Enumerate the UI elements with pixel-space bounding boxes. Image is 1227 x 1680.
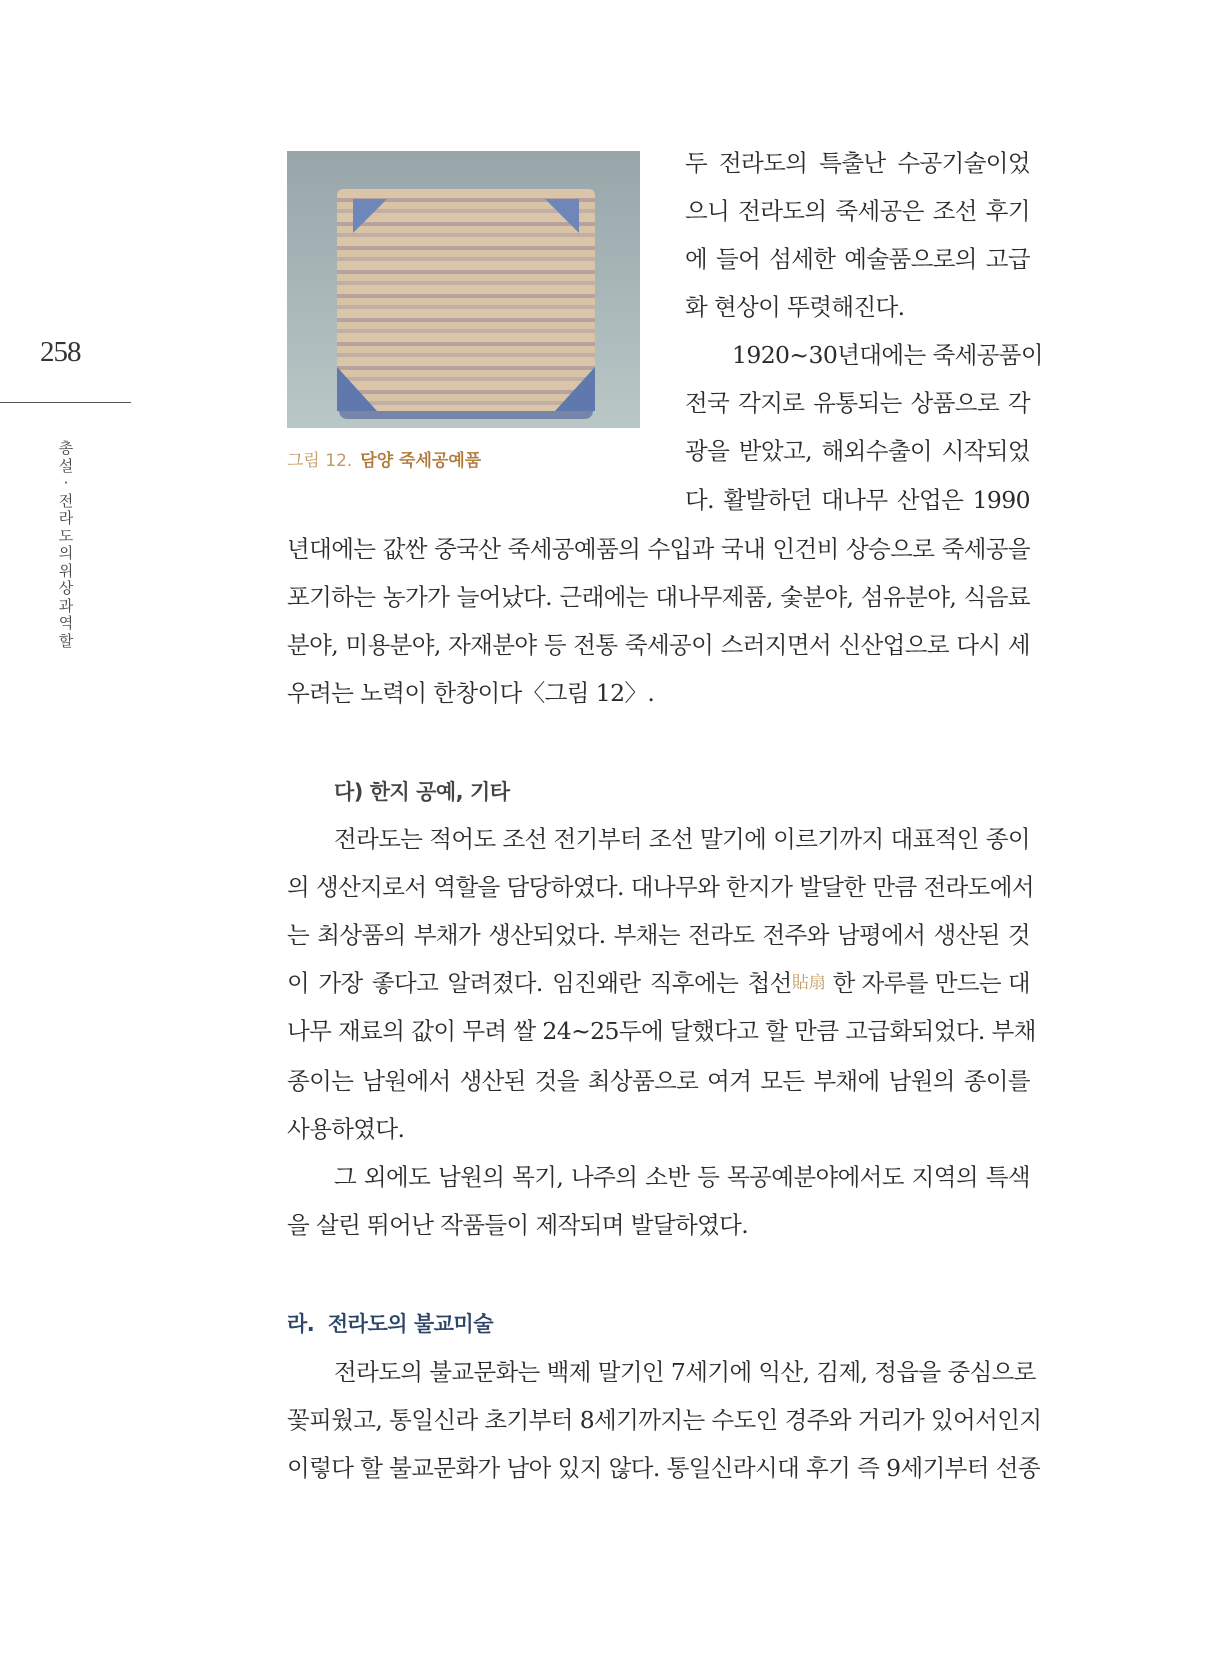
box-corner (353, 199, 387, 233)
text-line: 전라도는 적어도 조선 전기부터 조선 말기에 이르기까지 대표적인 종이 (334, 825, 1030, 853)
text-line: 전국 각지로 유통되는 상품으로 각 (685, 389, 1030, 417)
text-line: 분야, 미용분야, 자재분야 등 전통 죽세공이 스러지면서 신산업으로 다시 세 (287, 631, 1030, 659)
text-line: 1920~30년대에는 죽세공품이 (732, 341, 1043, 369)
text-line: 이렇다 할 불교문화가 남아 있지 않다. 통일신라시대 후기 즉 9세기부터 선종 (287, 1454, 1040, 1482)
text-line: 년대에는 값싼 중국산 죽세공예품의 수입과 국내 인건비 상승으로 죽세공을 (287, 535, 1030, 563)
text-line: 그 외에도 남원의 목기, 나주의 소반 등 목공예분야에서도 지역의 특색 (334, 1163, 1030, 1191)
text-line: 는 최상품의 부채가 생산되었다. 부채는 전라도 전주와 남평에서 생산된 것 (287, 921, 1030, 949)
divider (0, 402, 131, 403)
figure-caption (287, 446, 481, 471)
text-line: 종이는 남원에서 생산된 것을 최상품으로 여겨 모든 부채에 남원의 종이를 (287, 1067, 1030, 1095)
text-line: 다. 활발하던 대나무 산업은 1990 (685, 486, 1030, 514)
text-line: 화 현상이 뚜렷해진다. (685, 293, 905, 321)
side-running-title: 총설 · 전라도의 위상과 역할 (58, 439, 74, 650)
text-line: 을 살린 뛰어난 작품들이 제작되며 발달하였다. (287, 1211, 749, 1239)
text-line (287, 966, 1030, 1000)
figure-photo-bamboo-box (287, 151, 640, 428)
hanja-annotation: 貼扇 (791, 973, 826, 993)
text-span: 이 가장 좋다고 알려졌다. 임진왜란 직후에는 첩선 (287, 969, 792, 997)
text-span: 한 자루를 만드는 대 (825, 969, 1030, 997)
bamboo-box (337, 189, 595, 411)
text-line: 사용하였다. (287, 1115, 405, 1143)
figure-label: 그림 12. (287, 451, 353, 471)
text-line: 의 생산지로서 역할을 담당하였다. 대나무와 한지가 발달한 만큼 전라도에서 (287, 873, 1034, 901)
subsection-heading: 다) 한지 공예, 기타 (334, 780, 510, 804)
page-number: 258 (40, 336, 81, 368)
box-corner (555, 367, 595, 411)
text-line: 전라도의 불교문화는 백제 말기인 7세기에 익산, 김제, 정읍을 중심으로 (334, 1358, 1036, 1386)
box-corner (337, 367, 377, 411)
text-line: 꽃피웠고, 통일신라 초기부터 8세기까지는 수도인 경주와 거리가 있어서인지 (287, 1406, 1042, 1434)
text-line: 광을 받았고, 해외수출이 시작되었 (685, 437, 1030, 465)
text-line: 우려는 노력이 한창이다〈그림 12〉. (287, 679, 655, 707)
box-corner (545, 199, 579, 233)
text-line: 두 전라도의 특출난 수공기술이었 (685, 149, 1030, 177)
text-line: 나무 재료의 값이 무려 쌀 24~25두에 달했다고 할 만큼 고급화되었다. 부채 (287, 1017, 1036, 1045)
text-line: 으니 전라도의 죽세공은 조선 후기 (685, 197, 1030, 225)
section-heading: 라. 전라도의 불교미술 (287, 1312, 493, 1336)
text-line: 에 들어 섬세한 예술품으로의 고급 (685, 245, 1030, 273)
text-line: 포기하는 농가가 늘어났다. 근래에는 대나무제품, 숯분야, 섬유분야, 식음료 (287, 583, 1030, 611)
figure-title: 담양 죽세공예품 (360, 451, 482, 471)
